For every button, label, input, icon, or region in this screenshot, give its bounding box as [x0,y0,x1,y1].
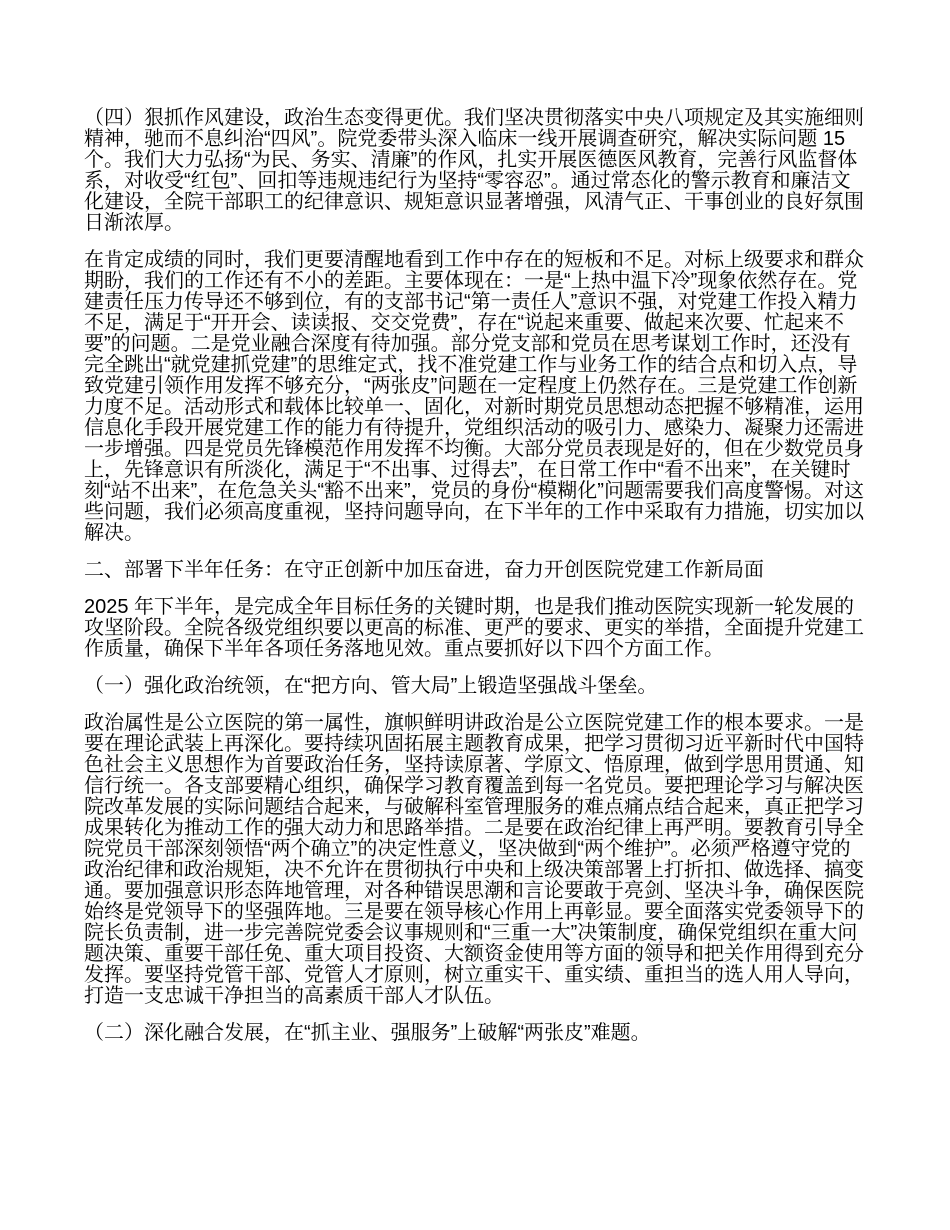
para-shortcomings-analysis: 在肯定成绩的同时，我们更要清醒地看到工作中存在的短板和不足。对标上级要求和群众期盼，我们的工作还有不小的差距。主要体现在：一是“上热中温下冷”现象依然存在。党建责任压力传导还不够到位，有的支部书记“第一责任人”意识不强，对党建工作投入精力不足，满足于“开开会、读读报、交交党费”，存在“说起来重要、做起来次要、忙起来不要”的问题。二是党业融合深度有待加强。部分党支部和党员在思考谋划工作时，还没有完全跳出“就党建抓党建”的思维定式，找不准党建工作与业务工作的结合点和切入点，导致党建引领作用发挥不够充分，“两张皮”问题在一定程度上仍然存在。三是党建工作创新力度不足。活动形式和载体比较单一、固化，对新时期党员思想动态把握不够精准，运用信息化手段开展党建工作的能力有待提升，党组织活动的吸引力、感染力、凝聚力还需进一步增强。四是党员先锋模范作用发挥不均衡。大部分党员表现是好的，但在少数党员身上，先锋意识有所淡化，满足于“不出事、过得去”，在日常工作中“看不出来”，在关键时刻“站不出来”，在危急关头“豁不出来”，党员的身份“模糊化”问题需要我们高度警惕。对这些问题，我们必须高度重视，坚持问题导向，在下半年的工作中采取有力措施，切实加以解决。 [84,249,864,544]
heading-section-two-deploy-tasks: 二、部署下半年任务：在守正创新中加压奋进，奋力开创医院党建工作新局面 [84,559,764,581]
para-2025-second-half-outlook: 2025 年下半年，是完成全年目标任务的关键时期，也是我们推动医院实现新一轮发展的攻坚阶段。全院各级党组织要以更高的标准、更严的要求、更实的举措，全面提升党建工作质量，确保下半年各项任务落地见效。重点要抓好以下四个方面工作。 [84,596,864,660]
para-work-style-achievements: （四）狠抓作风建设，政治生态变得更优。我们坚决贯彻落实中央八项规定及其实施细则精神，驰而不息纠治“四风”。院党委带头深入临床一线开展调查研究，解决实际问题 15 个。我们大力弘扬“为民、务实、清廉”的作风，扎实开展医德医风教育，完善行风监督体系，对收受“红包”、回扣等违规违纪行为坚持“零容忍”。通过常态化的警示教育和廉洁文化建设，全院干部职工的纪律意识、规矩意识显著增强，风清气正、干事创业的良好氛围日渐浓厚。 [84,107,864,234]
heading-subsection-two-integration-development: （二）深化融合发展，在“抓主业、强服务”上破解“两张皮”难题。 [84,1022,651,1044]
heading-subsection-one-political-leadership: （一）强化政治统领，在“把方向、管大局”上锻造坚强战斗堡垒。 [84,675,658,697]
para-political-attribute-detail: 政治属性是公立医院的第一属性，旗帜鲜明讲政治是公立医院党建工作的根本要求。一是要在理论武装上再深化。要持续巩固拓展主题教育成果，把学习贯彻习近平新时代中国特色社会主义思想作为首要政治任务，坚持读原著、学原文、悟原理，做到学思用贯通、知信行统一。各支部要精心组织，确保学习教育覆盖到每一名党员。要把理论学习与解决医院改革发展的实际问题结合起来，与破解科室管理服务的难点痛点结合起来，真正把学习成果转化为推动工作的强大动力和思路举措。二是要在政治纪律上再严明。要教育引导全院党员干部深刻领悟“两个确立”的决定性意义，坚决做到“两个维护”。必须严格遵守党的政治纪律和政治规矩，决不允许在贯彻执行中央和上级决策部署上打折扣、做选择、搞变通。要加强意识形态阵地管理，对各种错误思潮和言论要敢于亮剑、坚决斗争，确保医院始终是党领导下的坚强阵地。三是要在领导核心作用上再彰显。要全面落实党委领导下的院长负责制，进一步完善院党委会议事规则和“三重一大”决策制度，确保党组织在重大问题决策、重要干部任免、重大项目投资、大额资金使用等方面的领导和把关作用得到充分发挥。要坚持党管干部、党管人才原则，树立重实干、重实绩、重担当的选人用人导向，打造一支忠诚干净担当的高素质干部人才队伍。 [84,712,864,1007]
